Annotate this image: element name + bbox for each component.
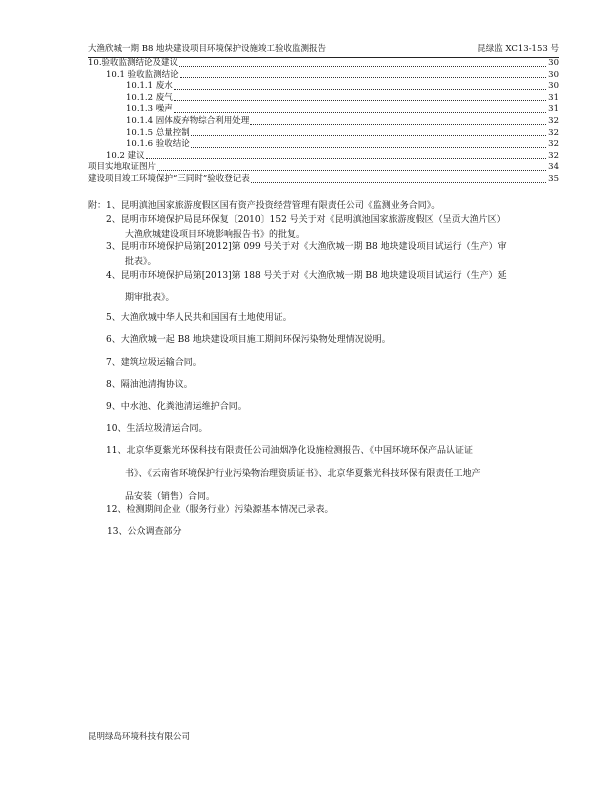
table-of-contents bbox=[88, 58, 559, 186]
toc-leader bbox=[157, 170, 546, 171]
toc-leader bbox=[174, 112, 546, 113]
toc-entry-page: 32 bbox=[548, 115, 559, 126]
attachment-line: 5、大渔欣城中华人民共和国国有土地使用证。 bbox=[106, 313, 292, 323]
attachment-item bbox=[106, 355, 202, 368]
toc-entry-page: 30 bbox=[548, 58, 559, 68]
attachment-line: 书》、《云南省环境保护行业污染物治理资质证书》、北京华夏紫光科技环保有限责任工地产 bbox=[125, 469, 481, 479]
attachment-line: 2、昆明市环境保护局昆环保复〔2010〕152 号关于对《昆明滇池国家旅游度假区（呈贡大渔片区） bbox=[106, 215, 506, 225]
toc-entry[interactable] bbox=[88, 174, 559, 186]
toc-entry-text: 10.2 建议 bbox=[106, 150, 145, 161]
toc-entry[interactable] bbox=[88, 151, 559, 163]
toc-entry[interactable] bbox=[88, 81, 559, 93]
toc-entry-text: 10.1.4 固体废弃物综合利用处理 bbox=[126, 115, 250, 126]
attachment-item bbox=[106, 198, 440, 211]
toc-entry-text: 10.1.2 废气 bbox=[126, 92, 173, 103]
toc-entry-text: 10.1.5 总量控制 bbox=[126, 127, 190, 138]
attachment-item bbox=[106, 502, 333, 515]
toc-leader bbox=[174, 89, 546, 90]
page-header bbox=[88, 43, 559, 58]
attachment-item bbox=[106, 332, 391, 345]
toc-entry[interactable] bbox=[88, 70, 559, 82]
toc-leader bbox=[250, 124, 546, 125]
toc-leader bbox=[174, 100, 546, 101]
toc-entry-page: 31 bbox=[548, 92, 559, 103]
header-title: 大渔欣城一期 B8 地块建设项目环境保护设施竣工验收监测报告 bbox=[88, 44, 327, 54]
attachment-item bbox=[106, 268, 507, 303]
toc-leader bbox=[146, 158, 546, 159]
attachment-line: 1、昆明滇池国家旅游度假区国有资产投资经营管理有限责任公司《监测业务合同》。 bbox=[106, 201, 441, 211]
toc-entry[interactable] bbox=[88, 58, 559, 70]
page-footer bbox=[88, 730, 190, 742]
toc-entry-page: 34 bbox=[548, 162, 559, 173]
toc-entry-page: 31 bbox=[548, 104, 559, 115]
toc-entry[interactable] bbox=[88, 162, 559, 174]
attachment-line: 品安装（销售）合同。 bbox=[125, 492, 216, 502]
toc-leader bbox=[191, 135, 546, 136]
toc-entry[interactable] bbox=[88, 128, 559, 140]
toc-entry[interactable] bbox=[88, 93, 559, 105]
toc-entry-text: 10.1.6 验收结论 bbox=[126, 139, 190, 150]
attachment-item bbox=[107, 524, 181, 537]
toc-entry[interactable] bbox=[88, 104, 559, 116]
attachment-line: 11、北京华夏紫光环保科技有限责任公司油烟净化设施检测报告、《中国环境环保产品认证证 bbox=[106, 446, 473, 456]
toc-entry-page: 32 bbox=[548, 127, 559, 138]
toc-entry[interactable] bbox=[88, 116, 559, 128]
toc-entry-text: 10.1.3 噪声 bbox=[126, 104, 173, 115]
attachment-line: 7、建筑垃圾运输合同。 bbox=[106, 358, 202, 368]
attachment-line: 6、大渔欣城一起 B8 地块建设项目施工期间环保污染物处理情况说明。 bbox=[106, 335, 391, 345]
attachment-item bbox=[106, 239, 507, 267]
attachment-item bbox=[106, 443, 481, 502]
attachment-line: 3、昆明市环境保护局第[2012]第 099 号关于对《大渔欣城一期 B8 地块建设项目试运行（生产）审 bbox=[106, 242, 507, 252]
attachment-line: 8、隔油池清掏协议。 bbox=[106, 380, 193, 390]
attachments-heading: 附： bbox=[88, 201, 107, 211]
attachment-line: 12、检测期间企业（服务行业）污染源基本情况己录表。 bbox=[106, 505, 334, 515]
toc-leader bbox=[180, 77, 546, 78]
toc-entry-page: 32 bbox=[548, 150, 559, 161]
attachment-line: 大渔欣城建设项目环境影响报告书》的批复。 bbox=[125, 230, 306, 240]
toc-leader bbox=[179, 66, 546, 67]
toc-entry-page: 32 bbox=[548, 139, 559, 150]
toc-entry[interactable] bbox=[88, 139, 559, 151]
footer-company: 昆明绿岛环境科技有限公司 bbox=[88, 732, 191, 742]
toc-leader bbox=[251, 182, 546, 183]
attachment-item bbox=[106, 310, 292, 323]
attachment-item bbox=[106, 421, 207, 434]
attachment-line: 9、中水池、化粪池清运维护合同。 bbox=[106, 402, 247, 412]
attachment-item bbox=[106, 212, 506, 240]
toc-entry-page: 30 bbox=[548, 81, 559, 92]
toc-entry-text: 10.验收监测结论及建议 bbox=[88, 58, 179, 68]
attachment-line: 13、公众调查部分 bbox=[107, 527, 182, 537]
attachment-item bbox=[106, 399, 247, 412]
toc-entry-text: 建设项目竣工环境保护“三同时”验收登记表 bbox=[88, 173, 250, 184]
toc-entry-text: 项目实地取证图片 bbox=[88, 162, 157, 173]
attachment-line: 期审批表》。 bbox=[125, 293, 175, 303]
toc-entry-text: 10.1 验收监测结论 bbox=[106, 69, 179, 80]
attachment-line: 4、昆明市环境保护局第[2013]第 188 号关于对《大渔欣城一期 B8 地块建设项目试运行（生产）延 bbox=[106, 271, 507, 281]
header-doc-number: 昆绿监 XC13-153 号 bbox=[477, 44, 559, 54]
attachment-item bbox=[106, 377, 193, 390]
toc-entry-page: 35 bbox=[548, 173, 559, 184]
attachment-line: 10、生活垃圾清运合同。 bbox=[106, 424, 208, 434]
toc-leader bbox=[191, 147, 546, 148]
toc-entry-page: 30 bbox=[548, 69, 559, 80]
attachment-line: 批表》。 bbox=[125, 257, 157, 267]
toc-entry-text: 10.1.1 废水 bbox=[126, 81, 173, 92]
